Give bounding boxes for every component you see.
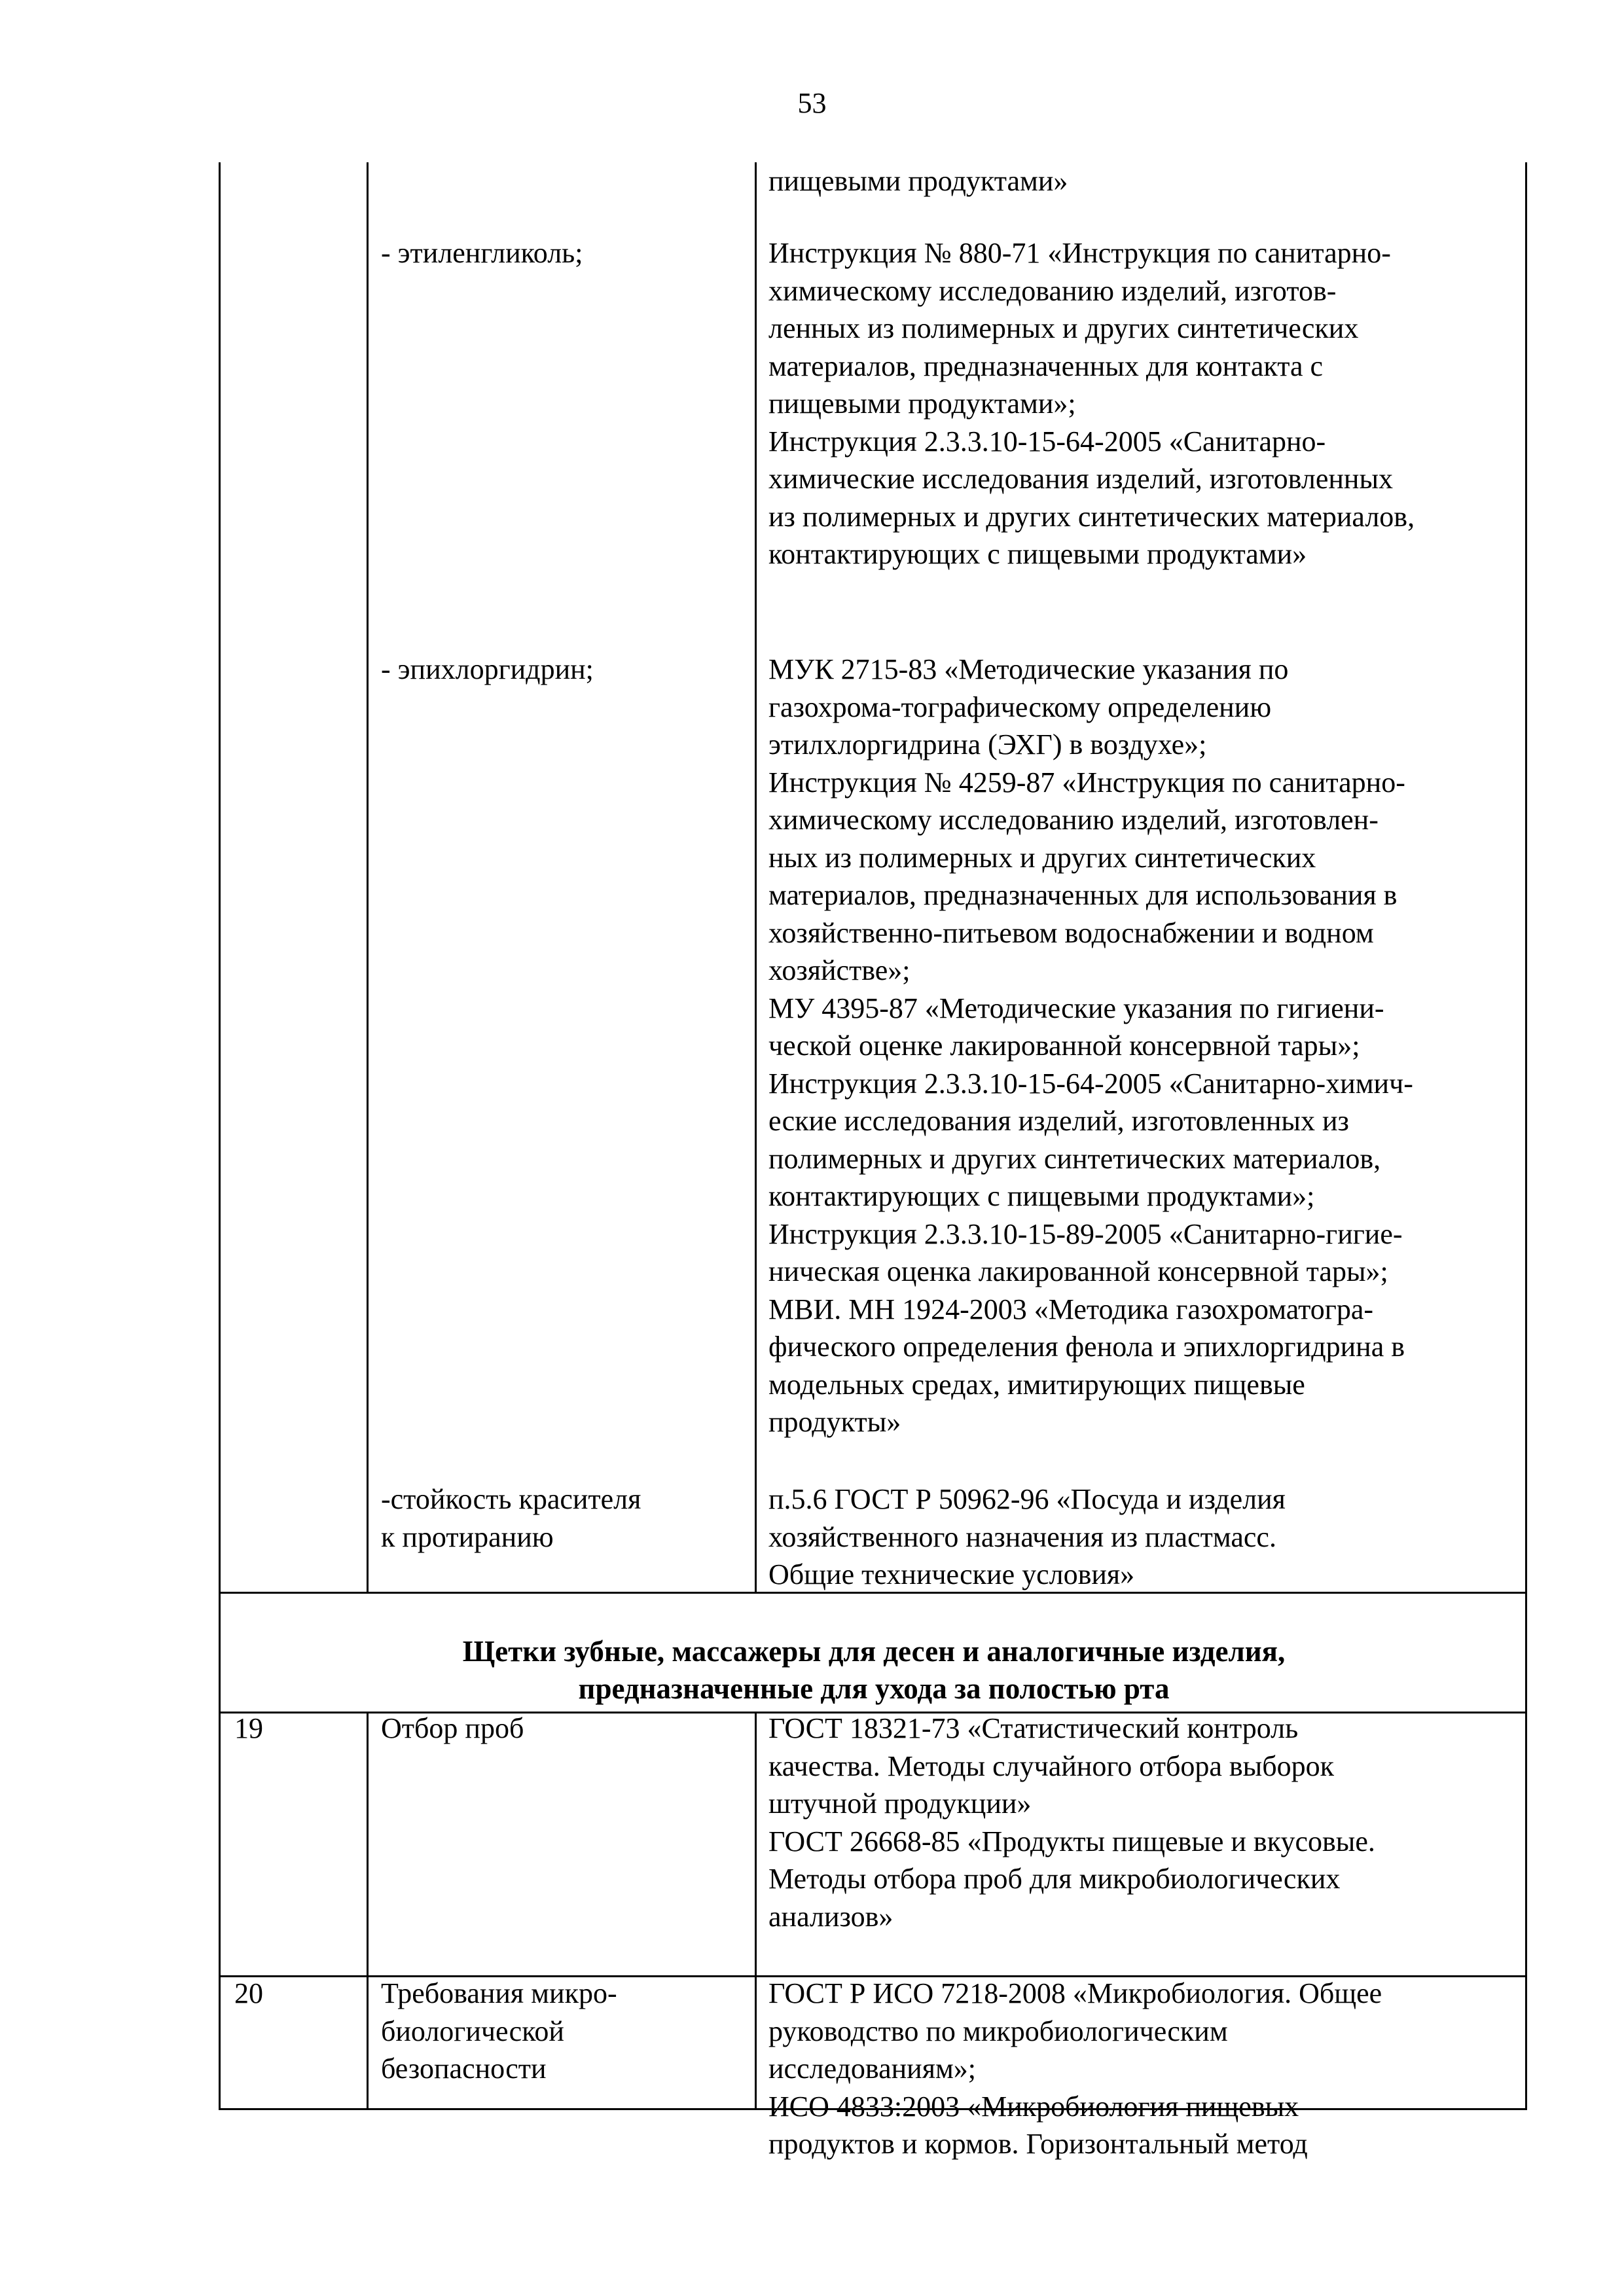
page-number: 53 — [797, 87, 827, 119]
methods-line: модельных средах, имитирующих пищевые — [768, 1368, 1305, 1401]
methods-line: продуктов и кормов. Горизонтальный метод — [768, 2128, 1308, 2160]
methods-line: Инструкция № 4259-87 «Инструкция по санитарно- — [768, 766, 1405, 798]
table-column-divider-1-lower — [367, 1713, 369, 2109]
methods-line: штучной продукции» — [768, 1787, 1032, 1820]
param-cell-microbiological-safety — [381, 1975, 708, 2088]
methods-line: еские исследования изделий, изготовленных из — [768, 1105, 1349, 1137]
methods-line: Методы отбора проб для микробиологических — [768, 1863, 1341, 1895]
methods-line: МУК 2715-83 «Методические указания по — [768, 653, 1289, 685]
section-heading — [219, 1633, 1528, 1708]
table-border-right — [1525, 162, 1527, 2109]
methods-line: полимерных и других синтетических материалов, — [768, 1142, 1381, 1175]
methods-line: п.5.6 ГОСТ Р 50962-96 «Посуда и изделия — [768, 1483, 1286, 1515]
methods-line: контактирующих с пищевыми продуктами»; — [768, 1180, 1315, 1212]
row-number-19 — [234, 1710, 352, 1748]
methods-line: исследованиям»; — [768, 2053, 977, 2085]
methods-line: Общие технические условия» — [768, 1558, 1135, 1590]
methods-line: этилхлоргидрина (ЭХГ) в воздухе»; — [768, 728, 1207, 761]
section-heading-line: Щетки зубные, массажеры для десен и аналогичные изделия, — [462, 1635, 1286, 1668]
methods-line: ных из полимерных и других синтетических — [768, 841, 1316, 874]
methods-line: МВИ. МН 1924-2003 «Методика газохроматогра- — [768, 1293, 1373, 1325]
methods-line: руководство по микробиологическим — [768, 2015, 1228, 2047]
section-heading-line: предназначенные для ухода за полостью рта — [578, 1672, 1170, 1705]
methods-line: химические исследования изделий, изготовленных — [768, 463, 1394, 495]
param-cell-sampling — [381, 1710, 708, 1748]
methods-cell-microbiological-safety — [768, 1975, 1511, 2163]
methods-cell-epichlorohydrin — [768, 651, 1511, 1441]
methods-line: фического определения фенола и эпихлоргидрина в — [768, 1331, 1405, 1363]
param-label: - этиленгликоль; — [381, 237, 583, 269]
methods-line: Инструкция 2.3.3.10-15-64-2005 «Санитарно- — [768, 425, 1326, 457]
methods-line: хозяйственного назначения из пластмасс. — [768, 1520, 1276, 1553]
methods-line: Инструкция 2.3.3.10-15-64-2005 «Санитарно-химич- — [768, 1067, 1413, 1100]
param-label: безопасности — [381, 2053, 547, 2085]
row-number-20 — [234, 1975, 352, 2013]
methods-line: химическому исследованию изделий, изготовлен- — [768, 804, 1379, 836]
param-label: - эпихлоргидрин; — [381, 653, 594, 685]
param-cell-epichlorohydrin — [381, 651, 708, 689]
param-label: -стойкость красителя — [381, 1483, 641, 1515]
methods-line: продукты» — [768, 1406, 901, 1438]
methods-cell-dye-resistance — [768, 1480, 1511, 1594]
row-number: 20 — [234, 1977, 263, 2009]
methods-cell-continuation — [768, 162, 1511, 200]
methods-line: Инструкция 2.3.3.10-15-89-2005 «Санитарно-гигие- — [768, 1217, 1403, 1250]
methods-line: пищевыми продуктами» — [768, 165, 1068, 197]
methods-line: ИСО 4833:2003 «Микробиология пищевых — [768, 2090, 1299, 2123]
methods-cell-ethylene-glycol — [768, 234, 1511, 573]
methods-line: Инструкция № 880-71 «Инструкция по санитарно- — [768, 237, 1391, 269]
methods-line: контактирующих с пищевыми продуктами» — [768, 538, 1307, 570]
methods-line: химическому исследованию изделий, изготов- — [768, 274, 1337, 307]
table-column-divider-1 — [367, 162, 369, 1593]
methods-line: качества. Методы случайного отбора выборок — [768, 1749, 1334, 1782]
methods-line: ническая оценка лакированной консервной тары»; — [768, 1255, 1388, 1287]
param-label: Требования микро- — [381, 1977, 617, 2009]
param-label: Отбор проб — [381, 1712, 524, 1744]
methods-line: хозяйственно-питьевом водоснабжении и водном — [768, 916, 1374, 949]
row-number: 19 — [234, 1712, 263, 1744]
methods-line: анализов» — [768, 1900, 893, 1933]
methods-line: хозяйстве»; — [768, 954, 911, 986]
methods-line: ГОСТ Р ИСО 7218-2008 «Микробиология. Общее — [768, 1977, 1382, 2009]
param-cell-dye-resistance — [381, 1480, 708, 1556]
methods-line: из полимерных и других синтетических материалов, — [768, 500, 1415, 533]
table-border-left — [219, 162, 221, 2109]
methods-cell-sampling — [768, 1710, 1511, 1935]
methods-line: ческой оценке лакированной консервной тары»; — [768, 1030, 1360, 1062]
methods-line: пищевыми продуктами»; — [768, 387, 1076, 420]
table-column-divider-2 — [755, 162, 757, 1593]
methods-line: ГОСТ 18321-73 «Статистический контроль — [768, 1712, 1299, 1744]
methods-line: ленных из полимерных и других синтетических — [768, 312, 1359, 344]
table-column-divider-2-lower — [755, 1713, 757, 2109]
methods-line: материалов, предназначенных для использования в — [768, 879, 1398, 911]
param-label: биологической — [381, 2015, 564, 2047]
param-label: к протиранию — [381, 1520, 554, 1553]
methods-line: МУ 4395-87 «Методические указания по гигиени- — [768, 992, 1384, 1024]
param-cell-ethylene-glycol — [381, 234, 708, 272]
methods-line: ГОСТ 26668-85 «Продукты пищевые и вкусовые. — [768, 1825, 1375, 1857]
methods-line: материалов, предназначенных для контакта с — [768, 350, 1324, 382]
methods-line: газохрома-тографическому определению — [768, 691, 1272, 723]
